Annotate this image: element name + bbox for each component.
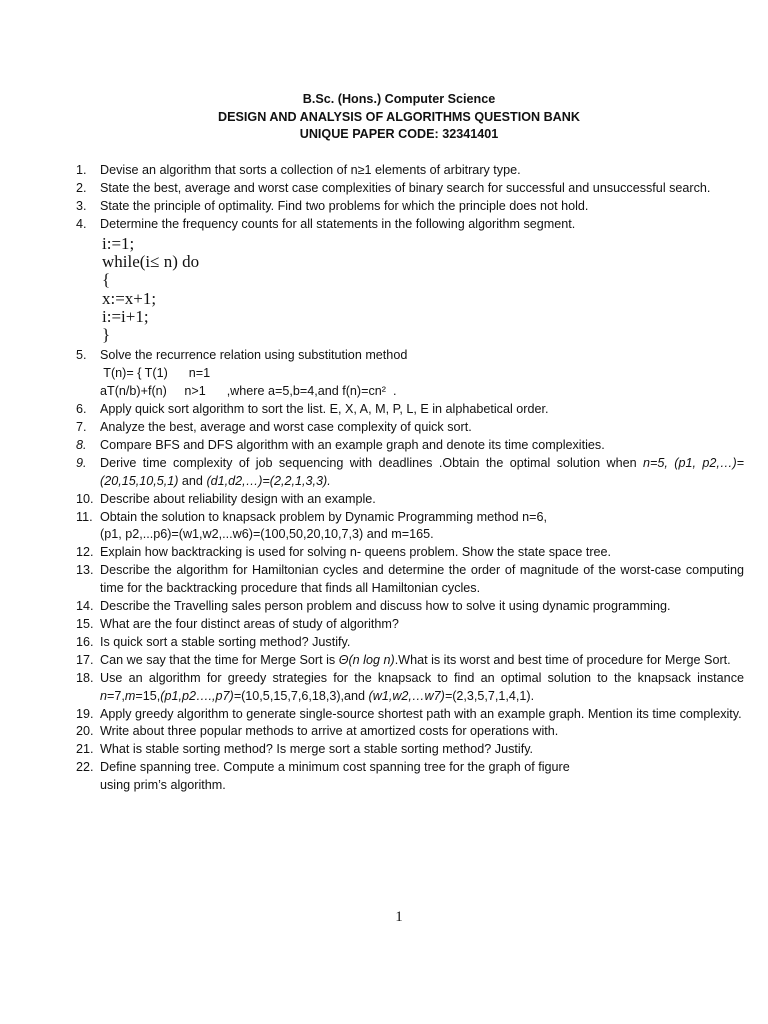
- question-text-italic: (w1,w2,…w7)=: [368, 688, 453, 703]
- question-text: Describe the Travelling sales person problem and discuss how to solve it using dynamic programming.: [100, 599, 671, 614]
- course-title: B.Sc. (Hons.) Computer Science: [302, 92, 496, 106]
- code-line: {: [102, 270, 111, 290]
- page-number: 1: [395, 909, 403, 925]
- question-text: Devise an algorithm that sorts a collection of n≥1 elements of arbitrary type.: [100, 163, 521, 177]
- question-number: 13.: [76, 563, 94, 578]
- question-20: [76, 723, 744, 741]
- question-15: [76, 616, 744, 634]
- question-number: 20.: [76, 724, 94, 739]
- question-text: What are the four distinct areas of study of algorithm?: [100, 617, 399, 631]
- code-line: while(i≤ n) do: [102, 251, 200, 271]
- algorithm-code-segment: [76, 235, 744, 345]
- question-text-line-2: (p1, p2,...p6)=(w1,w2,...w6)=(100,50,20,10,7,3) and m=165.: [100, 527, 434, 542]
- question-16: [76, 634, 744, 652]
- question-text: Can we say that the time for Merge Sort is: [100, 652, 339, 667]
- question-number: 6.: [76, 402, 87, 417]
- question-1: [76, 162, 744, 180]
- question-5: [76, 347, 744, 365]
- question-text-italic: n: [100, 688, 108, 703]
- question-number: 3.: [76, 198, 87, 213]
- document-header: [0, 91, 768, 144]
- question-number: 7.: [76, 420, 87, 435]
- question-text: Describe about reliability design with an example.: [100, 491, 376, 506]
- question-text-line-2: using prim’s algorithm.: [100, 778, 226, 793]
- question-number: 21.: [76, 742, 94, 757]
- question-2: [76, 180, 744, 198]
- question-3: [76, 198, 744, 216]
- question-text: Apply greedy algorithm to generate single-source shortest path with an example graph. Mention its time complexity.: [100, 706, 742, 721]
- question-22: [76, 759, 744, 795]
- question-number: 11.: [76, 509, 93, 524]
- question-14: [76, 598, 744, 616]
- question-text: Describe the algorithm for Hamiltonian cycles and determine the order of magnitude of the worst-case computing time for the backtracking procedure that finds all Hamiltonian cycles.: [100, 563, 744, 596]
- question-text-italic: (d1,d2,…)=(2,2,1,3,3).: [206, 473, 331, 488]
- code-line: }: [102, 325, 111, 345]
- question-18: [76, 670, 744, 706]
- question-text: .What is its worst and best time of procedure for Merge Sort.: [394, 652, 731, 667]
- question-number: 14.: [76, 599, 94, 614]
- question-text: Compare BFS and DFS algorithm with an example graph and denote its time complexities.: [100, 437, 605, 452]
- question-number: 16.: [76, 634, 94, 649]
- question-text: Apply quick sort algorithm to sort the list. E, X, A, M, P, L, E in alphabetical order.: [100, 402, 549, 417]
- question-text: Determine the frequency counts for all statements in the following algorithm segment.: [100, 216, 576, 231]
- question-number: 19.: [76, 706, 94, 721]
- question-number: 2.: [76, 180, 87, 195]
- question-number: 5.: [76, 348, 87, 363]
- question-text: Define spanning tree. Compute a minimum cost spanning tree for the graph of figure: [100, 760, 570, 775]
- recurrence-line-2: aT(n/b)+f(n) n>1 ,where a=5,b=4,and f(n)=cn² .: [100, 384, 397, 399]
- question-text: Is quick sort a stable sorting method? Justify.: [100, 634, 351, 649]
- question-text: What is stable sorting method? Is merge sort a stable sorting method? Justify.: [100, 742, 534, 757]
- question-number: 4.: [76, 216, 87, 231]
- question-text: Analyze the best, average and worst case complexity of quick sort.: [100, 420, 472, 435]
- question-text: State the best, average and worst case complexities of binary search for successful and unsuccessful search.: [100, 180, 711, 195]
- code-line: i:=i+1;: [102, 306, 149, 326]
- question-text: (2,3,5,7,1,4,1).: [452, 688, 535, 703]
- question-text: (10,5,15,7,6,18,3),and: [241, 688, 369, 703]
- question-number: 22.: [76, 760, 94, 775]
- question-number: 8.: [76, 437, 87, 452]
- question-19: [76, 706, 744, 724]
- question-text: =15,: [135, 688, 161, 703]
- question-7: [76, 419, 744, 437]
- question-list: [76, 162, 744, 795]
- recurrence-line-1: T(n)= { T(1) n=1: [100, 366, 211, 381]
- question-9: [76, 455, 744, 491]
- question-text: State the principle of optimality. Find two problems for which the principle does not hold.: [100, 198, 589, 213]
- question-number: 10.: [76, 491, 94, 506]
- code-line: x:=x+1;: [102, 288, 157, 308]
- question-number: 18.: [76, 670, 94, 685]
- question-number: 1.: [76, 163, 87, 177]
- question-text-italic: m: [124, 688, 136, 703]
- question-number: 17.: [76, 652, 94, 667]
- question-21: [76, 741, 744, 759]
- question-text: Obtain the solution to knapsack problem by Dynamic Programming method n=6,: [100, 509, 547, 524]
- question-12: [76, 544, 744, 562]
- question-11: [76, 509, 744, 545]
- document-title: DESIGN AND ANALYSIS OF ALGORITHMS QUESTION BANK: [218, 109, 580, 124]
- question-text: Explain how backtracking is used for solving n- queens problem. Show the state space tree.: [100, 545, 612, 560]
- question-text: and: [178, 473, 207, 488]
- question-text: =7,: [107, 688, 125, 703]
- question-4: [76, 216, 744, 234]
- question-10: [76, 491, 744, 509]
- question-13: [76, 562, 744, 598]
- question-text-italic: n=5, (p1, p2,…)=(20,15,10,5,1): [100, 455, 744, 488]
- question-text: Use an algorithm for greedy strategies for the knapsack to find an optimal solution to the knapsack instance: [100, 670, 744, 685]
- question-text: Write about three popular methods to arrive at amortized costs for operations with.: [100, 724, 559, 739]
- question-6: [76, 401, 744, 419]
- question-17: [76, 652, 744, 670]
- paper-code: UNIQUE PAPER CODE: 32341401: [299, 127, 499, 141]
- question-text-italic: (p1,p2….,p7)=: [160, 688, 242, 703]
- code-line: i:=1;: [102, 233, 135, 253]
- question-text: Derive time complexity of job sequencing with deadlines .Obtain the optimal solution when: [100, 455, 643, 470]
- question-number: 12.: [76, 545, 94, 560]
- question-number: 9.: [76, 455, 87, 470]
- question-8: [76, 437, 744, 455]
- question-number: 15.: [76, 617, 94, 631]
- question-text-italic: Θ(n log n): [338, 652, 395, 667]
- question-text: Solve the recurrence relation using substitution method: [100, 348, 408, 363]
